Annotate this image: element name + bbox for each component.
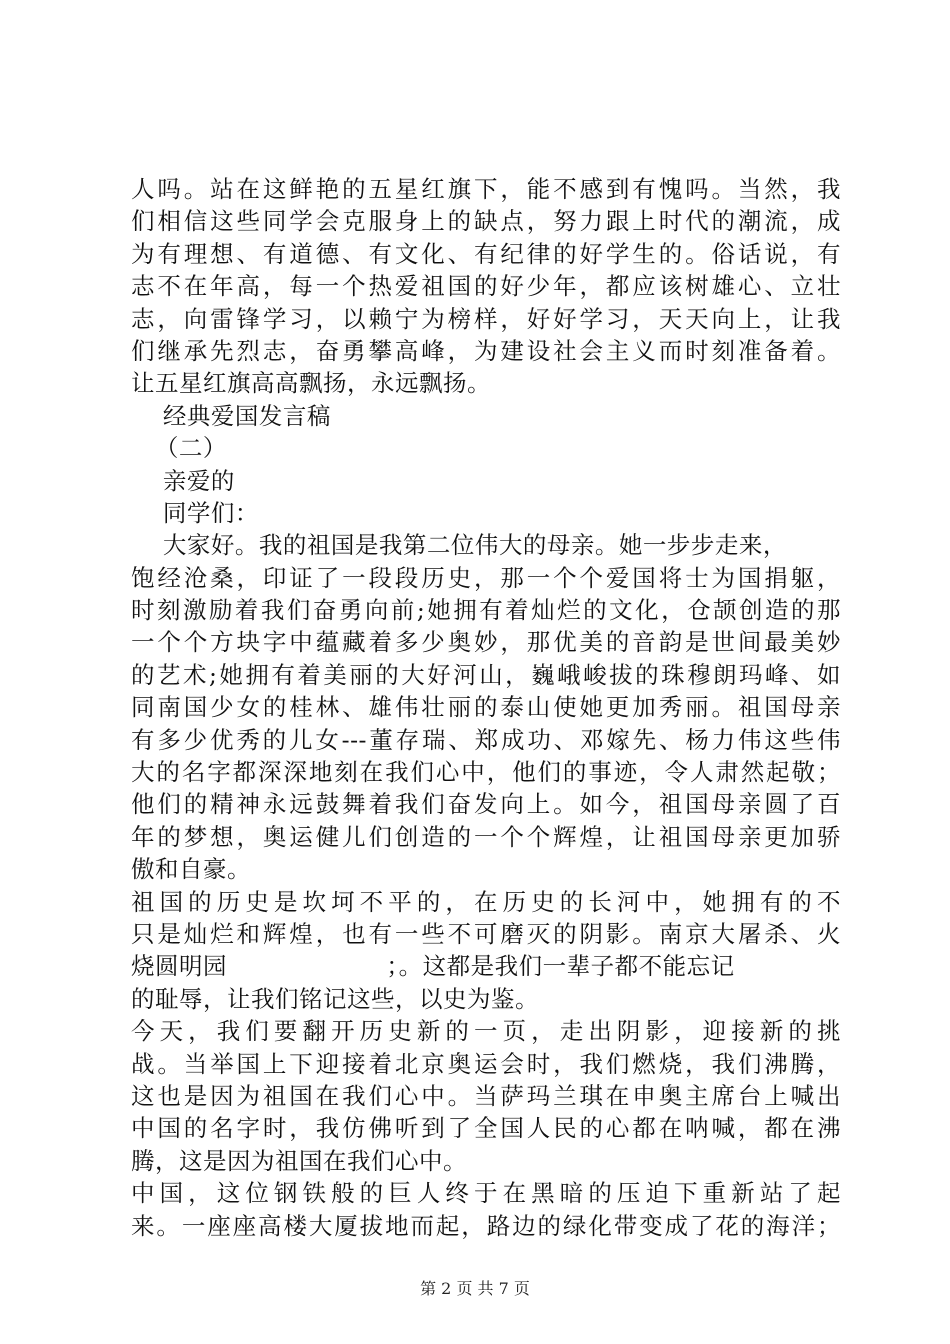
text-line: 的耻辱，让我们铭记这些，以史为鉴。 <box>131 984 539 1013</box>
text-line: 大的名字都深深地刻在我们心中，他们的事迹，令人肃然起敬； <box>131 758 841 787</box>
text-line: 中国，这位钢铁般的巨人终于在黑暗的压迫下重新站了起 <box>131 1179 841 1208</box>
text-line: 志，向雷锋学习，以赖宁为榜样，好好学习，天天向上，让我 <box>131 304 841 333</box>
text-line: 同南国少女的桂林、雄伟壮丽的泰山使她更加秀丽。祖国母亲 <box>131 693 841 722</box>
text-line: （二） <box>131 434 227 463</box>
text-line: 的艺术;她拥有着美丽的大好河山，巍峨峻拔的珠穆朗玛峰、如 <box>131 660 841 689</box>
text-line: 烧圆明园 ；。这都是我们一辈子都不能忘记 <box>131 952 735 981</box>
text-line: 让五星红旗高高飘扬，永远飘扬。 <box>131 369 491 398</box>
text-line: 战。当举国上下迎接着北京奥运会时，我们燃烧，我们沸腾， <box>131 1049 841 1078</box>
text-line: 亲爱的 <box>131 466 235 495</box>
text-line: 腾，这是因为祖国在我们心中。 <box>131 1146 467 1175</box>
text-line: 祖国的历史是坎坷不平的，在历史的长河中，她拥有的不 <box>131 887 841 916</box>
text-line: 今天，我们要翻开历史新的一页，走出阴影，迎接新的挑 <box>131 1017 841 1046</box>
text-line: 同学们： <box>131 498 259 527</box>
text-line: 中国的名字时，我仿佛听到了全国人民的心都在呐喊，都在沸 <box>131 1114 841 1143</box>
text-line: 有多少优秀的儿女---董存瑞、郑成功、邓嫁先、杨力伟这些伟 <box>131 725 841 754</box>
text-line: 他们的精神永远鼓舞着我们奋发向上。如今，祖国母亲圆了百 <box>131 790 841 819</box>
text-line: 傲和自豪。 <box>131 855 251 884</box>
text-line: 来。一座座高楼大厦拔地而起，路边的绿化带变成了花的海洋； <box>131 1211 841 1240</box>
text-line: 经典爱国发言稿 <box>131 401 331 430</box>
text-line: 们继承先烈志，奋勇攀高峰，为建设社会主义而时刻准备着。 <box>131 336 841 365</box>
text-line: 只是灿烂和辉煌，也有一些不可磨灭的阴影。南京大屠杀、火 <box>131 919 841 948</box>
text-line: 一个个方块字中蕴藏着多少奥妙，那优美的音韵是世间最美妙 <box>131 628 841 657</box>
text-line: 志不在年高，每一个热爱祖国的好少年，都应该树雄心、立壮 <box>131 272 841 301</box>
text-line: 这也是因为祖国在我们心中。当萨玛兰琪在申奥主席台上喊出 <box>131 1081 841 1110</box>
text-line: 时刻激励着我们奋勇向前;她拥有着灿烂的文化，仓颉创造的那 <box>131 596 841 625</box>
text-line: 为有理想、有道德、有文化、有纪律的好学生的。俗话说，有 <box>131 239 841 268</box>
text-line: 饱经沧桑，印证了一段段历史，那一个个爱国将士为国捐躯， <box>131 563 841 592</box>
page-footer: 第 2 页 共 7 页 <box>420 1279 530 1298</box>
text-line: 大家好。我的祖国是我第二位伟大的母亲。她一步步走来， <box>131 531 787 560</box>
text-line: 们相信这些同学会克服身上的缺点，努力跟上时代的潮流，成 <box>131 207 841 236</box>
body-text <box>131 173 841 1242</box>
text-line: 年的梦想，奥运健儿们创造的一个个辉煌，让祖国母亲更加骄 <box>131 822 841 851</box>
text-line: 人吗。站在这鲜艳的五星红旗下，能不感到有愧吗。当然，我 <box>131 175 841 203</box>
